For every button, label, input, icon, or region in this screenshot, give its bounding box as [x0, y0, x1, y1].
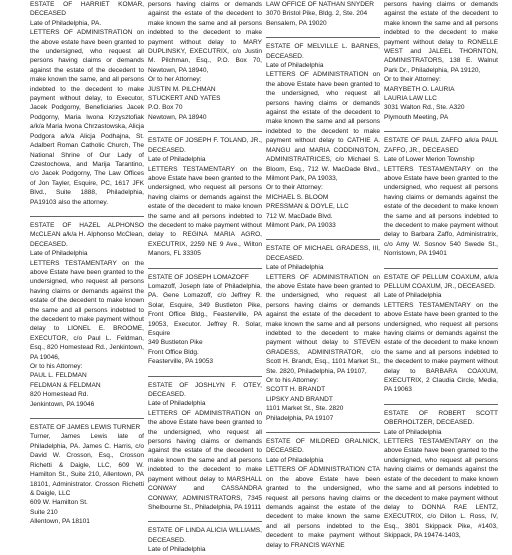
notice-line: Or to their Attorney:	[266, 184, 323, 192]
estate-notice	[148, 273, 262, 367]
notice-heading: ESTATE OF PELLUM COAXUM, a/k/a PELLUM COAXUM, JR., DECEASED.	[384, 273, 498, 290]
notice-line: Late of Philadelphia	[148, 400, 206, 408]
notice-line: Or to his Attorney:	[266, 377, 319, 385]
estate-notice	[384, 409, 498, 541]
notice-line: Or to her Attorney:	[148, 76, 202, 84]
notice-heading: persons having claims or demands against the estate of the decedent to make known the same and all persons indebted to the decedent to make payment without delay to RONELLE WEST and JALEEL THORNTON, ADMINISTRATORS, 138 E. Walnut Park Dr., Philadelphia, PA 19120,	[384, 1, 498, 74]
notice-heading: ESTATE OF HARRIET KOMAR, DECEASED	[30, 1, 144, 18]
notice-divider	[148, 268, 262, 269]
notice-heading: ESTATE OF ROBERT SCOTT OBERHOLTZER, DECEASED.	[384, 409, 498, 427]
notice-line: Or to his Attorney:	[30, 363, 83, 371]
notice-line: Late of Philadelphia	[266, 264, 324, 272]
notice-line: Allentown, PA 18101	[30, 518, 90, 526]
notice-heading: ESTATE OF JOSEPH F. TOLAND, JR., DECEASED.	[148, 137, 262, 154]
notice-line: LETTERS OF ADMINISTRATION CTA on the above Estate have been granted to the undersigned, who request all persons having claims or demands against the estate of the decedent to make known the same and all persons indebted to the decedent to make payment without delay to FRANCIS WAYNE	[266, 466, 380, 549]
estate-notice	[266, 437, 380, 550]
notice-line: Late of Lower Merion Township	[384, 156, 475, 164]
notice-line: Front Office Bldg.	[148, 348, 199, 356]
notice-line: P.O. Box 70	[148, 104, 183, 112]
estate-notice	[266, 42, 380, 230]
notice-line: 1101 Market St., Ste. 2820	[266, 405, 344, 413]
notice-line: LETTERS OF ADMINISTRATION on the above Estate have been granted to the undersigned, who request all persons having claims or demands against the estate of the decedent to make known the same and all persons indebted to the decedent to make payment without delay to MARSHALL CONWAY and CASSANDRA CONWAY, ADMINISTRATORS, 7345 Shelbourne St., Philadelphia, PA 19111	[148, 409, 262, 511]
estate-notice	[384, 273, 498, 395]
estate-notice	[148, 526, 262, 554]
notice-line: Late of Philadelphia	[148, 546, 206, 554]
notice-divider	[30, 418, 144, 419]
notice-line: LETTERS TESTAMENTARY on the above Estate have been granted to the undersigned, who request all persons having claims or demands against the estate of the decedent to make known the same and all persons indebted to the decedent to make payment without delay to Barbara Zaffo, Administratrix, c/o Amy W. Sosnov 540 Swede St., Norristown, PA 19401	[384, 165, 498, 258]
estate-notice	[384, 136, 498, 258]
notice-line: Lomazoff, Joseph late of Philadelphia, PA. Gene Lomazoff, c/o Jeffrey R. Solar, Esquire, 349 Bustleton Pike, Front Office Bldg., Feasterville, PA 19053, Executor. Jeffrey R. Solar, Esquire	[148, 282, 262, 337]
notice-line: LETTERS OF ADMINISTRATION on the above estate have been granted to the undersigned, who request all persons having claims or demands against the estate of the decedent to make known the same, and all persons indebted to the decedent to make payment without delay, to Executor, Jacek Podgorny, Beneficiaries Jacek Podgorny, Maria Iwona Krzysztofiak a/k/a Maria Iwona Chrzastowska, Alicja Podgora a/k/a Alicja Podhajna, St. Adalbert Roman Catholic Church, The National Shrine of Our Lady of Czestochowa, and Marija Tarantino, c/o Jacek Podgorny, The Law Offices of Jon Tayler, Esquire, PC, 1617 JFK Blvd., Suite 1888, Philadelphia, PA19103 also the attorney.	[30, 29, 144, 206]
notice-line: PRESSMAN & DOYLE, LLC	[266, 203, 349, 211]
notice-line: Philadelphia, PA 19107	[266, 414, 334, 422]
notice-line: Late of Philadelphia	[384, 292, 442, 300]
estate-notice	[266, 244, 380, 423]
estate-notice	[30, 423, 144, 526]
notice-heading: ESTATE OF MELVILLE L. BARNES, DECEASED.	[266, 43, 380, 60]
notice-line: Jenkintown, PA 19046	[30, 400, 95, 408]
notice-divider	[266, 37, 380, 38]
notice-line: LETTERS TESTAMENTARY on the above Estate have been granted to the undersigned, who request all persons having claims or demands against the estate of the decedent to make known the same and all persons indebted to the decedent to make payment without delay to LIONEL E. BROOME, EXECUTOR, c/o Paul L. Feldman, Esq., 820 Homestead Rd., Jenkintown, PA 19046,	[30, 259, 144, 361]
notice-divider	[384, 268, 498, 269]
notice-divider	[266, 239, 380, 240]
notice-line: LETTERS OF ADMINISTRATION on the above Estate have been granted to the undersigned, who request all persons having claims or demands against the estate of the decedent to make known the same and all persons indebted to the decedent to make payment without delay to STEVEN GRADESS, ADMINISTRATOR, c/o Scott H. Brandt, Esq., 1101 Market St., Ste. 2820, Philadelphia, PA 19107,	[266, 273, 380, 375]
column-1	[30, 0, 144, 526]
notice-heading: ESTATE OF MICHAEL GRADESS, III, DECEASED.	[266, 245, 380, 262]
notice-divider	[148, 131, 262, 132]
estate-notice	[148, 0, 262, 122]
notice-divider	[384, 404, 498, 405]
notice-heading: ESTATE OF HAZEL ALPHONSO McCLEAN a/k/a H. Alphonso McClean, DECEASED.	[30, 221, 144, 248]
notice-line: Late of Philadelphia	[30, 250, 88, 258]
notice-line: STUCKERT AND YATES	[148, 95, 221, 103]
notice-line: MARYBETH O. LAURIA	[384, 85, 455, 93]
notice-line: FELDMAN & FELDMAN	[30, 381, 101, 389]
notice-line: Late of Philadelphia	[384, 428, 442, 436]
notice-heading: ESTATE OF JAMES LEWIS TURNER	[30, 424, 141, 432]
notice-heading: LAW OFFICE OF NATHAN SNYDER	[266, 1, 375, 8]
notice-line: SCOTT H. BRANDT	[266, 386, 326, 394]
estate-notice	[266, 0, 380, 28]
notice-line: Milmont Park, PA 19033	[266, 221, 336, 229]
notice-line: LETTERS TESTAMENTARY on the above Estate have been granted to the undersigned, who request all persons having claims or demands against the estate of the decedent to make known the same and all persons indebted to the decedent to make payment without delay to BARBARA COAXUM, EXECUTRIX, 2 Claudia Circle, Media, PA 19063	[384, 301, 498, 394]
notice-line: Or to their Attorney:	[384, 76, 441, 84]
estate-notice	[30, 221, 144, 409]
notice-line: Suite 210	[30, 508, 58, 516]
notice-heading: ESTATE OF LINDA ALICIA WILLIAMS, DECEASED.	[148, 527, 262, 544]
notice-heading: ESTATE OF JOSEPH LOMAZOFF	[148, 273, 249, 281]
notice-line: Plymouth Meeting, PA	[384, 113, 449, 121]
notice-line: Newtown, PA 18940	[148, 113, 207, 121]
notice-line: 349 Bustleton Pike	[148, 339, 203, 347]
estate-notice	[148, 136, 262, 258]
notice-line: LAURIA LAW LLC	[384, 95, 437, 103]
column-4	[384, 0, 498, 540]
notice-line: 3031 Walton Rd., Ste. A320	[384, 104, 465, 112]
notice-line: MICHAEL S. BLOOM	[266, 193, 329, 201]
notice-line: 609 W. Hamilton St.	[30, 499, 88, 507]
notice-heading: persons having claims or demands against the estate of the decedent to make known the same and all persons indebted to the decedent to make payment without delay to MARY DUPLINSKY, EXECUTRIX, c/o Justin M. Pilchman, Esq., P.O. Box 70, Newtown, PA 18940,	[148, 1, 262, 74]
notice-divider	[30, 216, 144, 217]
notice-line: 712 W. MacDade Blvd.	[266, 212, 333, 220]
estate-notice	[384, 0, 498, 122]
column-2	[148, 0, 262, 554]
notice-line: Late of Philadelphia	[148, 156, 206, 164]
notice-line: 820 Homestead Rd.	[30, 391, 89, 399]
notice-heading: ESTATE OF JOSHLYN F. OTEY, DECEASED.	[148, 381, 262, 399]
notice-line: JUSTIN M. PILCHMAN	[148, 85, 216, 93]
notice-line: Late of Philadelphia, PA.	[30, 19, 102, 27]
notice-divider	[384, 131, 498, 132]
estate-notice	[148, 381, 262, 513]
notice-line: Bensalem, PA 19020	[266, 19, 327, 27]
notice-divider	[148, 521, 262, 522]
notice-line: LIPSKY AND BRANDT	[266, 395, 333, 403]
column-3	[266, 0, 380, 549]
notice-line: Late of Philadelphia	[266, 62, 324, 70]
notice-line: 3070 Bristol Pike, Bldg. 2, Ste. 204	[266, 10, 368, 18]
estate-notice	[30, 0, 144, 207]
notice-divider	[148, 376, 262, 377]
notice-line: LETTERS TESTAMENTARY on the above Estate have been granted to the undersigned, who request all persons having claims or demands against the estate of the decedent to make known the same and all persons indebted to the decedent to make payment without delay to DONNA RAE LENTZ, EXECUTRIX, c/o Dillon L. Ross, IV, Esq., 3801 Skippack Pike, #1403, Skippack, PA 19474-1403,	[384, 438, 498, 540]
notice-line: PAUL L. FELDMAN	[30, 372, 87, 380]
notice-line: Feasterville, PA 19053	[148, 358, 214, 366]
notice-line: Turner, James Lewis late of Philadelphia, PA. James C. Harris, c/o David W. Crosson, Esq., Crosson Richetti & Daigle, LLC, 609 W. Hamilton St., Suite 210, Allentown, PA 18101, Administrator. Crosson Richetti & Daigle, LLC	[30, 433, 144, 497]
notice-heading: ESTATE OF PAUL ZAFFO a/k/a PAUL ZAFFO, JR., DECEASED	[384, 137, 498, 154]
notice-heading: ESTATE OF MILDRED GRALNICK, DECEASED.	[266, 438, 380, 455]
notice-line: LETTERS OF ADMINISTRATION on the above Estate have been granted to the undersigned, who request all persons having claims or demands against the estate of the decedent to make known the same and all persons indebted to the decedent to make payment without delay to CATHIE A. MANGU and MARIA CODDINGTON, ADMINISTRATRICES, c/o Michael S. Bloom, Esq., 712 W. MacDade Blvd., Milmont Park, PA 19033,	[266, 71, 380, 182]
notice-line: LETTERS TESTAMENTARY on the above Estate have been granted to the undersigned, who request all persons having claims or demands against the estate of the decedent to make known the same and all persons indebted to the decedent to make payment without delay to REGINA MARIA AGRO, EXECUTRIX, 2259 NE 9 Ave., Wilton Manors, FL 33305	[148, 165, 262, 258]
notice-line: Late of Philadelphia	[266, 456, 324, 464]
notice-divider	[266, 432, 380, 433]
